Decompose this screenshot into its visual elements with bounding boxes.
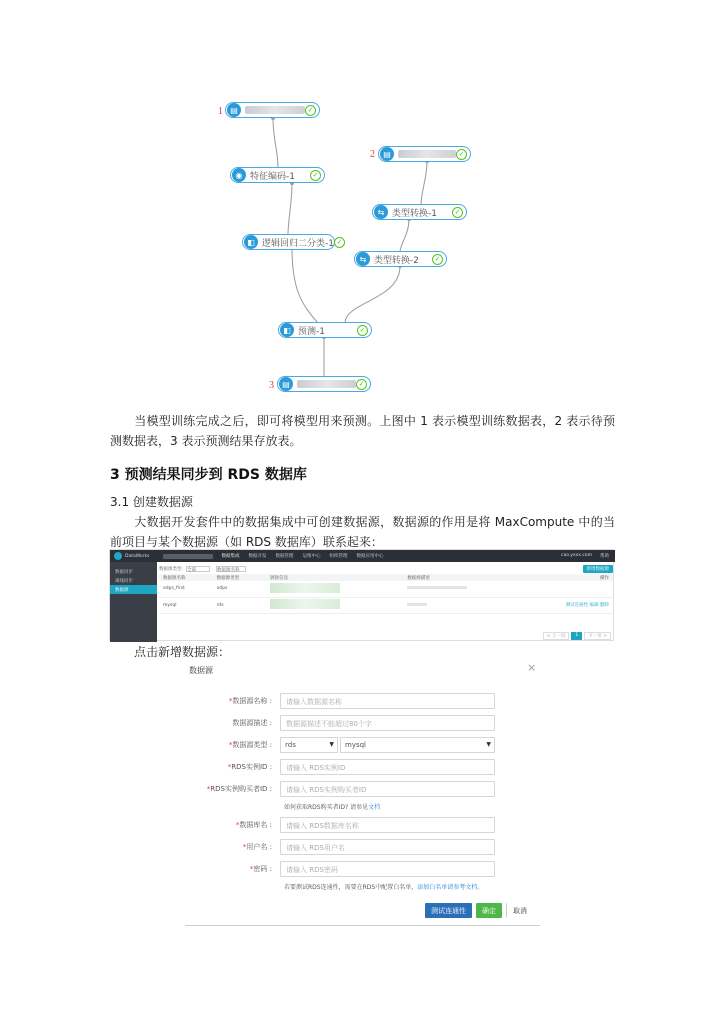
cell-desc	[403, 597, 522, 613]
filter-bar	[159, 564, 613, 574]
nav-data-manage[interactable]: 数据管理	[275, 554, 294, 559]
type-select-engine[interactable]	[340, 737, 495, 753]
user-account[interactable]: cao.yxxx.com	[560, 553, 592, 558]
node-train-table[interactable]	[225, 102, 320, 118]
workflow-diagram	[0, 0, 724, 400]
type-select-category[interactable]	[280, 737, 338, 753]
cell-desc	[403, 581, 522, 597]
col-name: 数据源名称	[159, 574, 213, 581]
datasource-table	[159, 574, 613, 614]
username-input[interactable]: 请输入 RDS用户名	[280, 839, 495, 855]
edge-3-4	[421, 161, 427, 206]
project-selector[interactable]	[163, 554, 213, 559]
field-label: 用户名	[246, 843, 268, 851]
check-icon: ✓	[310, 170, 321, 181]
dialog-title: 数据源	[189, 666, 213, 675]
node-index-1: 1	[218, 106, 223, 117]
rds-instance-id-input[interactable]: 请输入 RDS实例ID	[280, 759, 495, 775]
sidebar-item-datasource[interactable]: 数据源	[110, 585, 157, 594]
help-link[interactable]: 文档	[368, 804, 381, 811]
node-predict-table[interactable]	[378, 146, 471, 162]
user-area	[553, 553, 609, 559]
convert-icon: ⇆	[356, 252, 370, 266]
node-label: 类型转换-2	[374, 255, 419, 266]
col-type: 数据源类型	[213, 574, 267, 581]
table-icon: ▤	[380, 147, 394, 161]
nav-data-integration[interactable]: 数据集成	[221, 554, 240, 559]
check-icon: ✓	[334, 237, 345, 248]
field-label: 数据源类型	[232, 741, 268, 749]
field-username: *用户名 : 请输入 RDS用户名	[185, 839, 540, 855]
help-link[interactable]: 帮助	[600, 554, 609, 559]
datasource-desc-input[interactable]: 数据源描述不能超过80个字	[280, 715, 495, 731]
help-text: 若要测试RDS连通性，需要在RDS中配置白名单，	[284, 884, 418, 891]
nav-app-center[interactable]: 数据应用中心	[356, 554, 384, 559]
cell-ops[interactable]: 测试连通性 编辑 删除	[523, 597, 613, 613]
field-label: 数据库名	[239, 821, 268, 829]
table-row	[159, 581, 613, 597]
field-rds-buyer-id: *RDS实例购买者ID : 请输入 RDS实例购买者ID	[185, 781, 540, 797]
app-name: DataWorks	[125, 553, 150, 559]
model-icon: ◧	[280, 323, 294, 337]
edge-2-5	[288, 183, 292, 235]
console-sidebar	[110, 562, 157, 642]
node-result-table[interactable]	[277, 376, 371, 392]
sidebar-item-sync[interactable]: 数据同步	[115, 569, 133, 575]
next-page-button[interactable]: 下一页 >	[584, 632, 611, 640]
field-label: RDS实例购买者ID	[210, 785, 268, 793]
check-icon: ✓	[357, 325, 368, 336]
table-icon: ▤	[279, 377, 293, 391]
node-label: 类型转换-1	[392, 208, 437, 219]
paragraph-datasource	[110, 512, 615, 552]
cancel-button[interactable]: 取消	[506, 903, 533, 918]
field-label: 密码	[253, 865, 268, 873]
table-row	[159, 597, 613, 613]
select-value: mysql	[345, 741, 366, 749]
chevron-down-icon: ▼	[486, 741, 491, 748]
check-icon: ✓	[305, 105, 316, 116]
wifi-icon: ◉	[232, 168, 246, 182]
name-filter-input[interactable]: 数据源名称	[216, 566, 246, 572]
field-db-name: *数据库名 : 请输入 RDS数据库名称	[185, 817, 540, 833]
ok-button[interactable]: 确定	[476, 903, 502, 918]
paragraph-text: 大数据开发套件中的数据集成中可创建数据源，数据源的作用是将 MaxCompute 中的当前项目与某个数据源（如 RDS 数据库）联系起来：	[110, 515, 615, 549]
subsection-heading: 3.1 创建数据源	[110, 495, 193, 509]
blurred-label	[398, 150, 456, 158]
buyer-id-help	[284, 802, 380, 811]
type-filter-select[interactable]: 全部	[186, 566, 210, 572]
field-password: *密码 : 请输入 RDS密码	[185, 861, 540, 877]
datasource-dialog	[185, 660, 540, 926]
field-label: 数据源描述	[232, 719, 268, 727]
section-heading: 3 预测结果同步到 RDS 数据库	[110, 467, 307, 483]
pagination	[541, 632, 611, 640]
cell-type: odps	[213, 581, 267, 597]
node-type-convert-1[interactable]	[372, 204, 467, 220]
node-predict[interactable]	[278, 322, 372, 338]
prev-page-button[interactable]: < 上一页	[543, 632, 570, 640]
field-label: 数据源名称	[232, 697, 268, 705]
select-value: rds	[285, 741, 296, 749]
field-datasource-type: *数据源类型 : rds ▼ mysql ▼	[185, 737, 540, 753]
console-topbar	[110, 550, 615, 562]
edge-5-7	[292, 248, 318, 323]
cell-ops[interactable]	[523, 581, 613, 597]
rds-buyer-id-input[interactable]: 请输入 RDS实例购买者ID	[280, 781, 495, 797]
paragraph-explanation	[110, 411, 615, 451]
cell-name: odps_first	[159, 581, 213, 597]
whitelist-help	[284, 882, 483, 891]
cell-name: mysql	[159, 597, 213, 613]
model-icon: ◧	[244, 235, 258, 249]
datasource-name-input[interactable]: 请输入数据源名称	[280, 693, 495, 709]
node-type-convert-2[interactable]	[354, 251, 447, 267]
page-1-button[interactable]: 1	[571, 632, 582, 640]
check-icon: ✓	[456, 149, 467, 160]
node-index-3: 3	[269, 380, 274, 391]
node-index-2: 2	[370, 149, 375, 160]
blurred-label	[297, 380, 356, 388]
node-label: 逻辑回归二分类-1	[262, 238, 334, 249]
console-main	[159, 564, 613, 642]
diagram-edges	[0, 0, 724, 400]
password-input[interactable]: 请输入 RDS密码	[280, 861, 495, 877]
edge-1-2	[273, 118, 278, 168]
table-header	[159, 574, 613, 581]
field-rds-instance-id: *RDS实例ID : 请输入 RDS实例ID	[185, 759, 540, 775]
nav-data-dev[interactable]: 数据开发	[248, 554, 267, 559]
cell-type: rds	[213, 597, 267, 613]
edge-6-7	[345, 266, 400, 323]
edge-4-6	[400, 219, 409, 252]
field-datasource-name: *数据源名称 : 请输入数据源名称	[185, 693, 540, 709]
caption-add-datasource: 点击新增数据源：	[134, 645, 231, 659]
col-ops: 操作	[523, 574, 613, 581]
datasource-console	[109, 549, 614, 641]
test-connectivity-button[interactable]: 测试连通性	[425, 903, 472, 918]
blurred-label	[245, 106, 305, 114]
node-feature-encoding[interactable]	[230, 167, 325, 183]
paragraph-text: 当模型训练完成之后，即可将模型用来预测。上图中 1 表示模型训练数据表，2 表示待预测数据表，3 表示预测结果存放表。	[110, 414, 615, 448]
type-filter-label: 数据源类型:	[159, 567, 184, 572]
field-label: RDS实例ID	[231, 763, 268, 771]
check-icon: ✓	[452, 207, 463, 218]
check-icon: ✓	[432, 254, 443, 265]
sidebar-item-offline-sync[interactable]: 离线同步	[115, 578, 133, 584]
help-text: 如何获取RDS购买者ID? 请参见	[284, 804, 369, 811]
chevron-down-icon: ▼	[329, 741, 334, 748]
table-icon: ▤	[227, 103, 241, 117]
cell-link	[266, 597, 403, 613]
node-label: 预测-1	[298, 326, 325, 337]
convert-icon: ⇆	[374, 205, 388, 219]
help-link[interactable]: 添加白名单请参考文档。	[417, 884, 484, 891]
add-datasource-button[interactable]: 新增数据源	[583, 565, 614, 573]
dialog-buttons	[425, 903, 533, 918]
col-link: 链接信息	[266, 574, 403, 581]
field-datasource-desc: 数据源描述 : 数据源描述不能超过80个字	[185, 715, 540, 731]
check-icon: ✓	[356, 379, 367, 390]
cell-link	[266, 581, 403, 597]
nav-ops-center[interactable]: 运维中心	[302, 554, 321, 559]
db-name-input[interactable]: 请输入 RDS数据库名称	[280, 817, 495, 833]
top-nav	[221, 553, 392, 559]
logo-icon	[114, 552, 122, 560]
nav-org-manage[interactable]: 组织管理	[329, 554, 348, 559]
col-desc: 数据源描述	[403, 574, 522, 581]
node-label: 特征编码-1	[250, 171, 295, 182]
node-logistic-regression[interactable]	[242, 234, 343, 250]
close-icon[interactable]: ×	[527, 661, 537, 674]
